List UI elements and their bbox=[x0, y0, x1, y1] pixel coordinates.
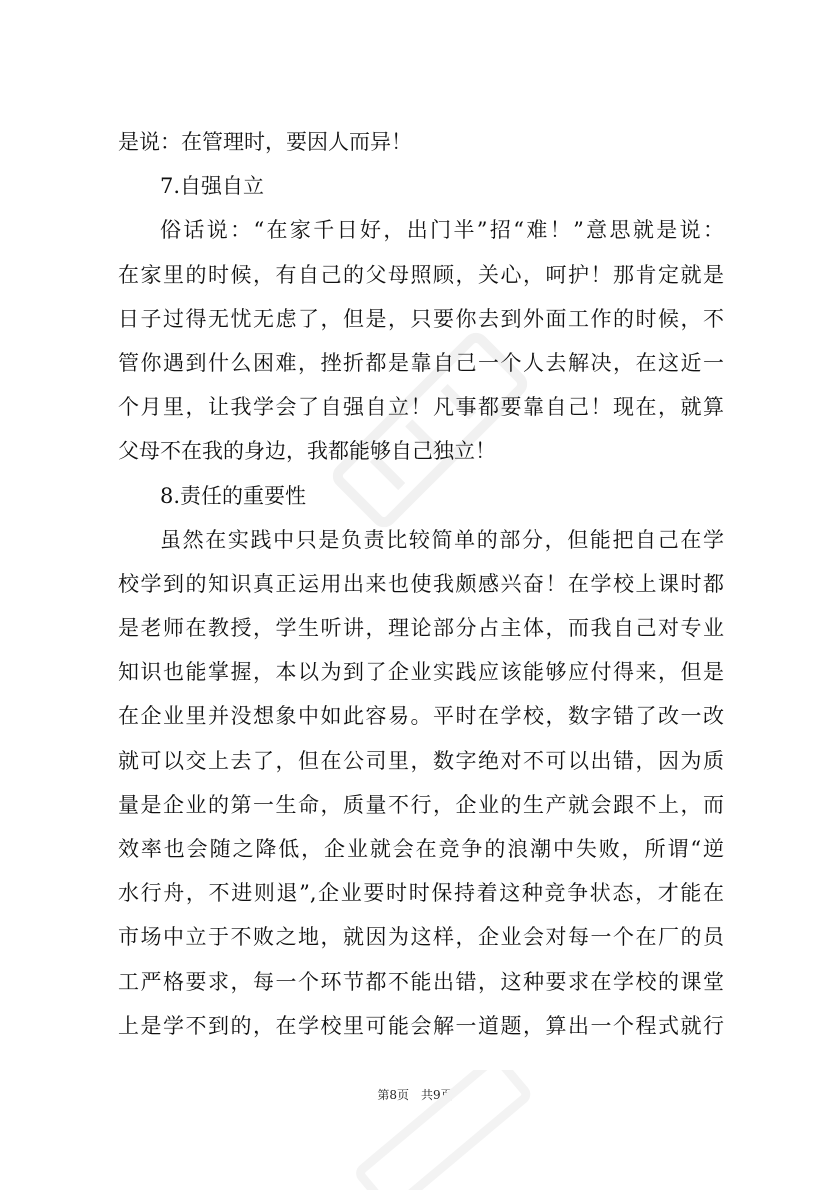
text-line: 上是学不到的，在学校里可能会解一道题，算出一个程式就行 bbox=[118, 1013, 724, 1038]
text-line: 虽然在实践中只是负责比较简单的部分，但能把自己在学 bbox=[160, 527, 724, 552]
text-line: 工严格要求，每一个环节都不能出错，这种要求在学校的课堂 bbox=[118, 969, 724, 994]
text-line: 俗话说：“在家千日好，出门半”招“难！”意思就是说： bbox=[160, 218, 724, 243]
page-total: 共9页 bbox=[421, 1088, 453, 1102]
text-line: 校学到的知识真正运用出来也使我颇感兴奋！在学校上课时都 bbox=[118, 571, 724, 596]
page-number: 第8页 bbox=[377, 1088, 409, 1102]
text-line: 在家里的时候，有自己的父母照顾，关心，呵护！那肯定就是 bbox=[118, 262, 724, 287]
text-line: 水行舟，不进则退”,企业要时时保持着这种竞争状态，才能在 bbox=[118, 881, 724, 906]
section-heading-8: 8.责任的重要性 bbox=[160, 483, 307, 508]
text-line: 知识也能掌握，本以为到了企业实践应该能够应付得来，但是 bbox=[118, 660, 724, 685]
text-line: 效率也会随之降低，企业就会在竞争的浪潮中失败，所谓“逆 bbox=[118, 837, 724, 861]
text-line: 就可以交上去了，但在公司里，数字绝对不可以出错，因为质 bbox=[118, 748, 724, 773]
body-text bbox=[118, 120, 724, 1048]
page-footer bbox=[0, 1086, 830, 1103]
text-line: 是说：在管理时，要因人而异！ bbox=[118, 130, 412, 154]
text-line: 是老师在教授，学生听讲，理论部分占主体，而我自己对专业 bbox=[118, 616, 724, 641]
text-line: 量是企业的第一生命，质量不行，企业的生产就会跟不上，而 bbox=[118, 792, 724, 817]
text-line: 个月里，让我学会了自强自立！凡事都要靠自己！现在，就算 bbox=[118, 395, 724, 420]
text-line: 日子过得无忧无虑了，但是，只要你去到外面工作的时候，不 bbox=[118, 306, 724, 331]
text-line: 父母不在我的身边，我都能够自己独立！ bbox=[118, 439, 496, 464]
section-heading-7: 7.自强自立 bbox=[160, 174, 265, 199]
text-line: 在企业里并没想象中如此容易。平时在学校，数字错了改一改 bbox=[118, 704, 724, 729]
text-line: 市场中立于不败之地，就因为这样，企业会对每一个在厂的员 bbox=[118, 925, 724, 950]
text-line: 管你遇到什么困难，挫折都是靠自己一个人去解决，在这近一 bbox=[118, 350, 724, 375]
